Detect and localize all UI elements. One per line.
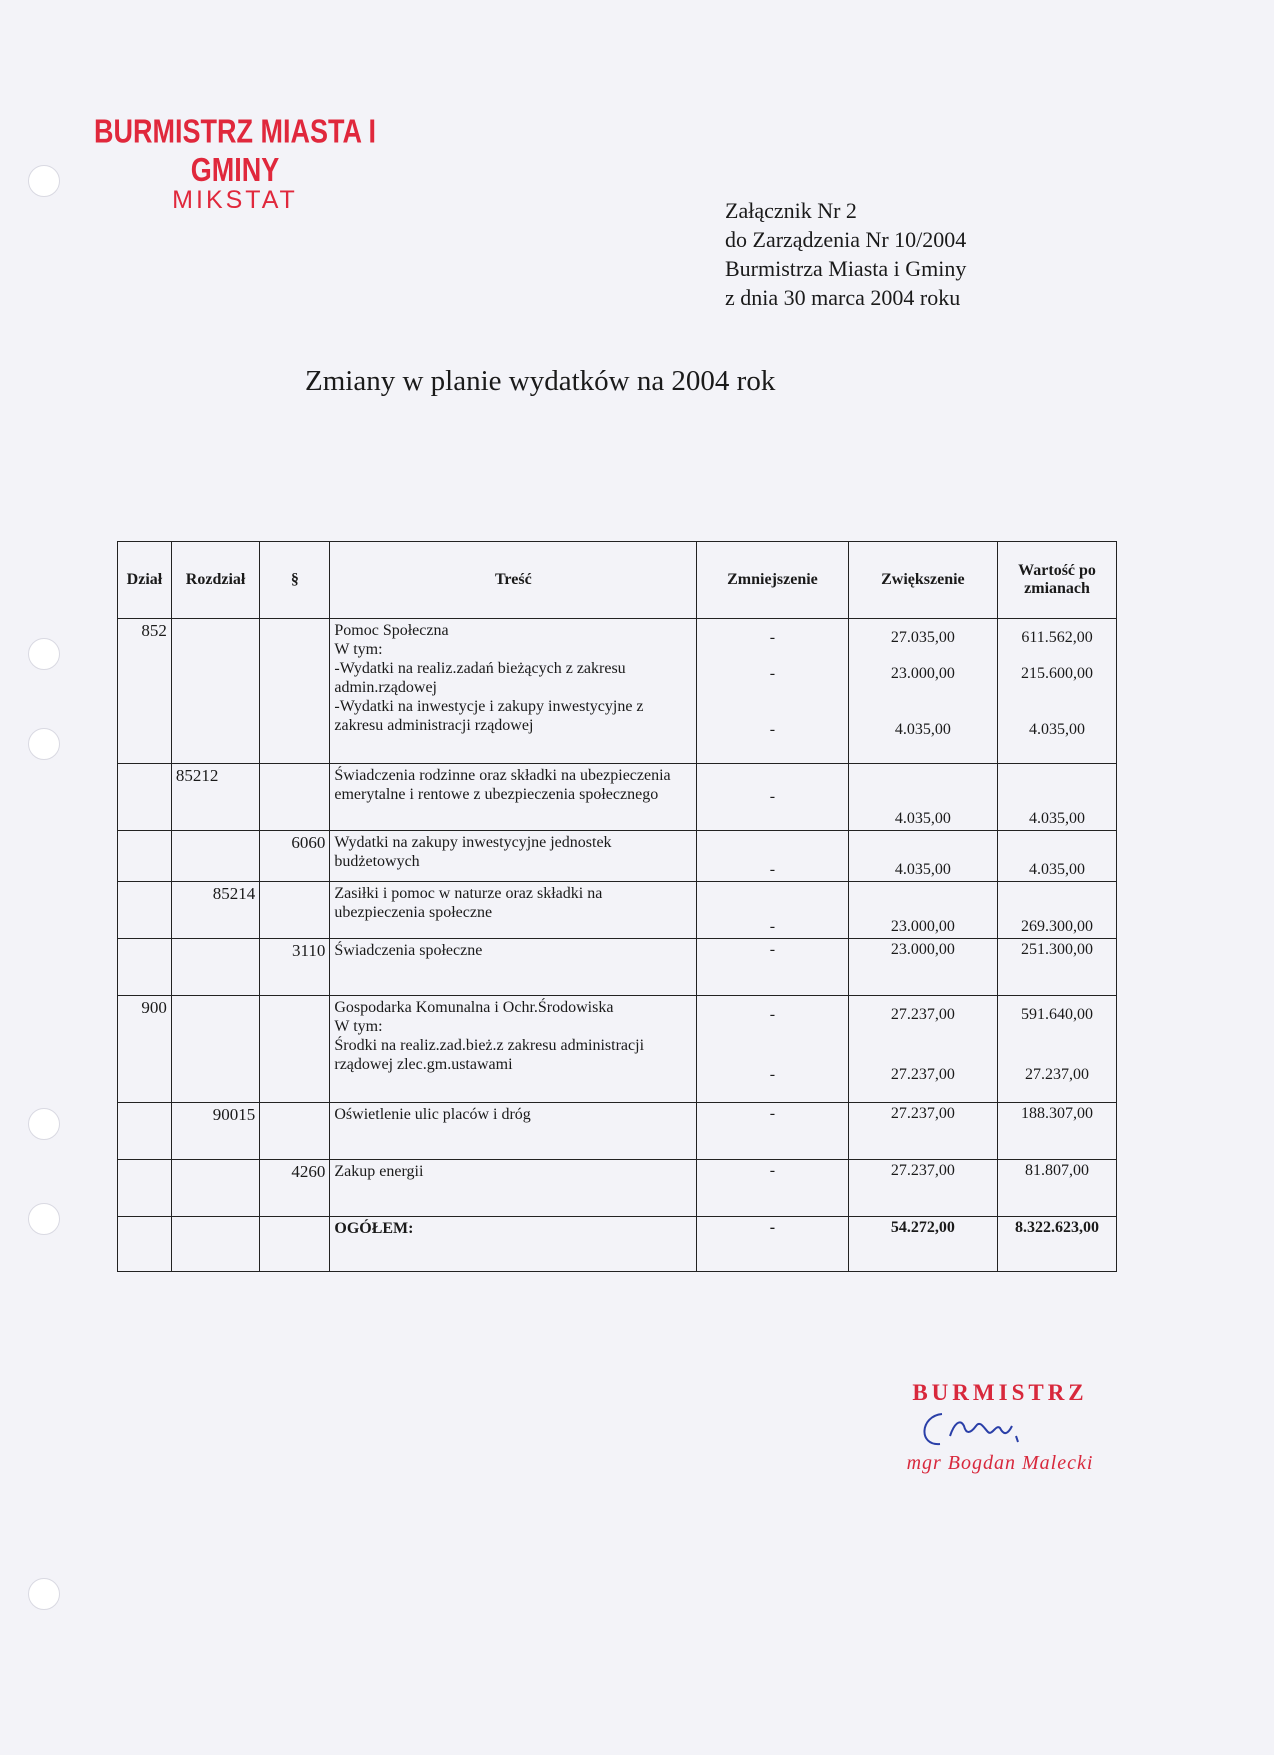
table-row: [118, 831, 1117, 882]
cell-tresc: Zasiłki i pomoc w naturze oraz składki na ubezpieczenia społeczne: [330, 882, 697, 939]
punch-hole: [28, 638, 60, 670]
cell-paragraf: [260, 1103, 330, 1160]
attachment-line: Burmistrza Miasta i Gminy: [725, 256, 967, 281]
budget-table: [117, 541, 1117, 1272]
cell-rozdzial: [171, 1217, 259, 1272]
cell-wartosc: [998, 619, 1117, 764]
cell-dzial: [118, 939, 172, 996]
cell-dzial: [118, 1217, 172, 1272]
cell-rozdzial: [171, 619, 259, 764]
cell-tresc: [330, 996, 697, 1103]
cell-tresc: [330, 619, 697, 764]
value: 23.000,00: [890, 665, 955, 682]
total-zwiekszenie: 54.272,00: [848, 1217, 997, 1272]
cell-paragraf: 6060: [260, 831, 330, 882]
attachment-line: Załącznik Nr 2: [725, 198, 857, 223]
handwritten-signature: [880, 1406, 1120, 1452]
cell-zmniejszenie: -: [697, 831, 848, 882]
table-row: [118, 619, 1117, 764]
tresc-line: W tym:: [334, 641, 383, 658]
punch-hole: [28, 165, 60, 197]
cell-paragraf: [260, 764, 330, 831]
cell-zwiekszenie: 4.035,00: [848, 764, 997, 831]
cell-zwiekszenie: 27.237,00: [848, 1160, 997, 1217]
cell-dzial: [118, 1103, 172, 1160]
official-stamp: [90, 112, 380, 215]
cell-tresc: Wydatki na zakupy inwestycyjne jednostek budżetowych: [330, 831, 697, 882]
cell-dzial: [118, 764, 172, 831]
cell-paragraf: [260, 882, 330, 939]
value: 4.035,00: [894, 721, 951, 738]
table-row: [118, 882, 1117, 939]
tresc-line: Pomoc Społeczna: [334, 622, 449, 639]
attachment-header: [725, 196, 966, 312]
value: 27.035,00: [890, 629, 955, 646]
table-total-row: [118, 1217, 1117, 1272]
stamp-line-2: MIKSTAT: [172, 186, 298, 214]
cell-paragraf: [260, 619, 330, 764]
value: 4.035,00: [1029, 721, 1086, 738]
cell-wartosc: 251.300,00: [998, 939, 1117, 996]
value: 27.237,00: [1025, 1066, 1090, 1083]
cell-zmniejszenie: -: [697, 1103, 848, 1160]
header-paragraf: §: [260, 542, 330, 619]
table-header-row: [118, 542, 1117, 619]
cell-dzial: [118, 831, 172, 882]
cell-zwiekszenie: [848, 996, 997, 1103]
table-row: [118, 939, 1117, 996]
cell-dzial: [118, 882, 172, 939]
header-zwiekszenie: Zwiększenie: [848, 542, 997, 619]
cell-zmniejszenie: -: [697, 1160, 848, 1217]
cell-zwiekszenie: 27.237,00: [848, 1103, 997, 1160]
tresc-line: -Wydatki na realiz.zadań bieżących z zakresu admin.rządowej: [334, 660, 626, 696]
header-tresc: Treść: [330, 542, 697, 619]
stamp-line-1: BURMISTRZ MIASTA I GMINY: [94, 112, 376, 189]
table-row: [118, 1103, 1117, 1160]
tresc-line: Środki na realiz.zad.bież.z zakresu administracji rządowej zlec.gm.ustawami: [334, 1037, 645, 1073]
tresc-line: W tym:: [334, 1018, 383, 1035]
cell-wartosc: 81.807,00: [998, 1160, 1117, 1217]
value: 27.237,00: [890, 1006, 955, 1023]
header-wartosc: Wartość po zmianach: [998, 542, 1117, 619]
attachment-line: z dnia 30 marca 2004 roku: [725, 285, 961, 310]
header-dzial: Dział: [118, 542, 172, 619]
header-rozdzial: Rozdział: [171, 542, 259, 619]
signature-role: BURMISTRZ: [912, 1380, 1088, 1405]
cell-paragraf: [260, 1217, 330, 1272]
cell-zwiekszenie: 23.000,00: [848, 939, 997, 996]
signature-block: [880, 1380, 1120, 1475]
cell-zmniejszenie: -: [697, 939, 848, 996]
value: -: [769, 1006, 776, 1023]
table-row: [118, 996, 1117, 1103]
cell-zwiekszenie: 23.000,00: [848, 882, 997, 939]
cell-zwiekszenie: 4.035,00: [848, 831, 997, 882]
signature-name: mgr Bogdan Malecki: [906, 1452, 1094, 1474]
attachment-line: do Zarządzenia Nr 10/2004: [725, 227, 967, 252]
cell-rozdzial: [171, 996, 259, 1103]
punch-hole: [28, 1578, 60, 1610]
value: 27.237,00: [890, 1066, 955, 1083]
cell-tresc: Zakup energii: [330, 1160, 697, 1217]
value: 215.600,00: [1021, 665, 1094, 682]
cell-dzial: 852: [118, 619, 172, 764]
punch-hole: [28, 728, 60, 760]
cell-zmniejszenie: [697, 996, 848, 1103]
signature-scribble: [880, 1406, 1120, 1452]
value: -: [769, 1066, 776, 1083]
header-zmniejszenie: Zmniejszenie: [697, 542, 848, 619]
cell-zmniejszenie: [697, 619, 848, 764]
cell-zmniejszenie: -: [697, 882, 848, 939]
cell-rozdzial: [171, 939, 259, 996]
cell-tresc: Świadczenia rodzinne oraz składki na ubezpieczenia emerytalne i rentowe z ubezpieczenia społecznego: [330, 764, 697, 831]
tresc-line: Gospodarka Komunalna i Ochr.Środowiska: [334, 999, 614, 1016]
cell-rozdzial: 85214: [171, 882, 259, 939]
cell-paragraf: 4260: [260, 1160, 330, 1217]
cell-wartosc: 269.300,00: [998, 882, 1117, 939]
cell-tresc: Oświetlenie ulic placów i dróg: [330, 1103, 697, 1160]
cell-rozdzial: 85212: [171, 764, 259, 831]
value: 591.640,00: [1021, 1006, 1094, 1023]
cell-zmniejszenie: -: [697, 764, 848, 831]
value: -: [769, 721, 776, 738]
cell-rozdzial: 90015: [171, 1103, 259, 1160]
punch-hole: [28, 1203, 60, 1235]
cell-wartosc: [998, 996, 1117, 1103]
table-row: [118, 764, 1117, 831]
total-zmniejszenie: -: [697, 1217, 848, 1272]
cell-dzial: 900: [118, 996, 172, 1103]
cell-paragraf: 3110: [260, 939, 330, 996]
cell-rozdzial: [171, 831, 259, 882]
cell-wartosc: 4.035,00: [998, 764, 1117, 831]
document-title: Zmiany w planie wydatków na 2004 rok: [305, 365, 776, 397]
cell-wartosc: 188.307,00: [998, 1103, 1117, 1160]
cell-wartosc: 4.035,00: [998, 831, 1117, 882]
total-wartosc: 8.322.623,00: [998, 1217, 1117, 1272]
value: -: [769, 665, 776, 682]
cell-tresc: Świadczenia społeczne: [330, 939, 697, 996]
cell-paragraf: [260, 996, 330, 1103]
tresc-line: -Wydatki na inwestycje i zakupy inwestycyjne z zakresu administracji rządowej: [334, 698, 644, 734]
punch-hole: [28, 1108, 60, 1140]
total-label: OGÓŁEM:: [330, 1217, 697, 1272]
table-row: [118, 1160, 1117, 1217]
value: -: [769, 629, 776, 646]
value: 611.562,00: [1021, 629, 1093, 646]
cell-zwiekszenie: [848, 619, 997, 764]
cell-dzial: [118, 1160, 172, 1217]
cell-rozdzial: [171, 1160, 259, 1217]
